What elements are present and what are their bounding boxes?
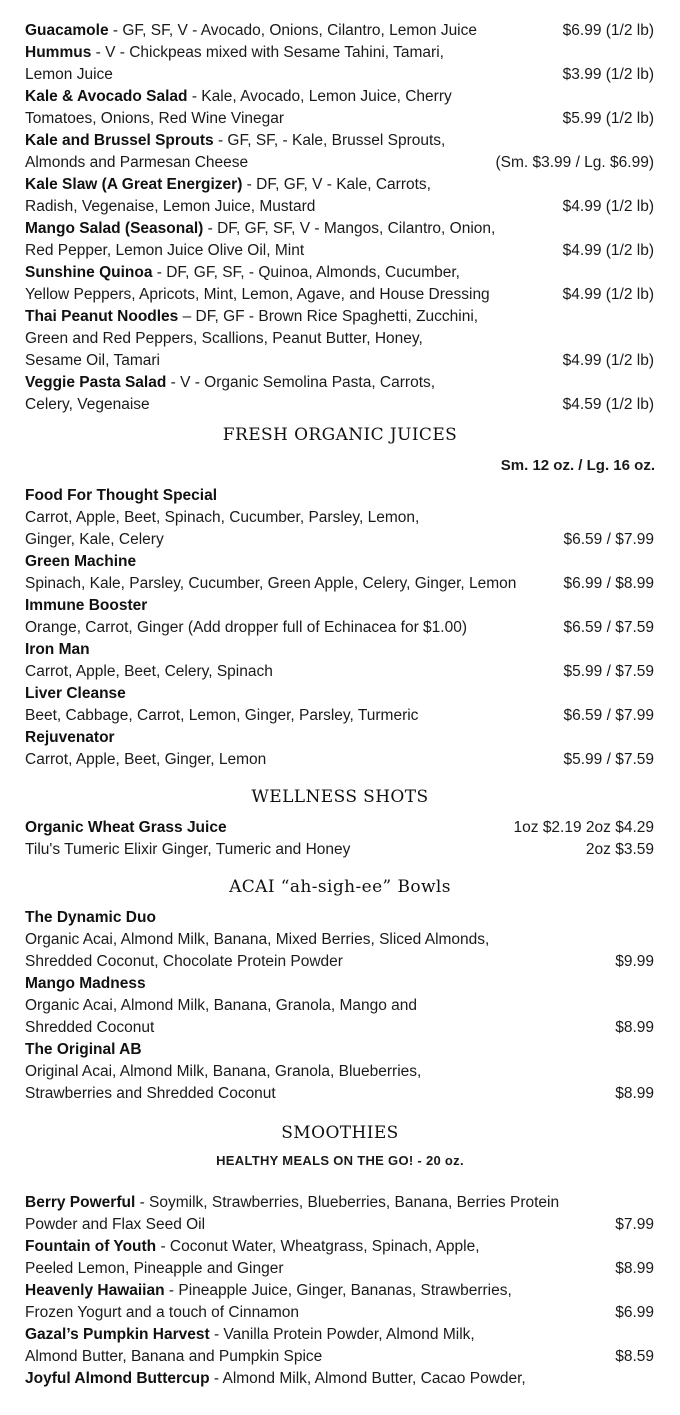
item-description: - Kale, Avocado, Lemon Juice, Cherry [187,88,452,105]
item-description: - V - Organic Semolina Pasta, Carrots, [166,374,436,391]
item-description: - GF, SF, V - Avocado, Onions, Cilantro, Lemon Juice [108,22,477,39]
item-text [25,350,160,372]
acai-heading: ACAI “ah-sigh-ee” Bowls [229,877,451,897]
item-description: Frozen Yogurt and a touch of Cinnamon [25,1304,300,1321]
item-description: - Vanilla Protein Powder, Almond Milk, [209,1326,475,1343]
menu-row [25,394,654,416]
item-description: - DF, GF, SF, - Quinoa, Almonds, Cucumber, [152,264,460,281]
item-description: - GF, SF, - Kale, Brussel Sprouts, [213,132,446,149]
item-name: Gazal’s Pumpkin Harvest [25,1326,210,1343]
item-text [25,1368,526,1390]
item-description: Carrot, Apple, Beet, Ginger, Lemon [25,751,267,768]
menu-row [25,152,654,174]
item-price: $4.99 (1/2 lb) [562,242,654,259]
item-price: $4.99 (1/2 lb) [562,352,654,369]
item-text [25,1039,142,1061]
item-text [25,306,478,328]
item-description: – DF, GF - Brown Rice Spaghetti, Zucchini, [178,308,479,325]
item-price: $7.99 [615,1216,654,1233]
menu-row [25,1258,654,1280]
item-text [25,595,147,617]
menu-row [25,262,654,284]
item-text [25,240,304,262]
menu-row [25,951,654,973]
item-description: - DF, GF, SF, V - Mangos, Cilantro, Onion, [203,220,496,237]
item-name: Kale & Avocado Salad [25,88,188,105]
menu-row [25,328,654,350]
menu-row [25,174,654,196]
item-text [25,152,248,174]
menu-row [25,573,654,595]
item-text [25,683,126,705]
item-description: - DF, GF, V - Kale, Carrots, [242,176,431,193]
item-text [25,284,490,306]
item-text [25,929,489,951]
menu-row [25,1017,654,1039]
item-text [25,705,418,727]
item-text [25,1083,276,1105]
item-description: Tilu's Tumeric Elixir Ginger, Tumeric and Honey [25,841,351,858]
item-text [25,1346,322,1368]
item-price: $8.59 [615,1348,654,1365]
item-description: Almonds and Parmesan Cheese [25,154,249,171]
item-name: Mango Salad (Seasonal) [25,220,204,237]
item-text [25,262,460,284]
item-text [25,661,273,683]
item-price: 1oz $2.19 2oz $4.29 [513,819,654,836]
item-price: $5.99 / $7.59 [563,751,654,768]
item-name: Organic Wheat Grass Juice [25,819,227,836]
item-text [25,839,350,861]
item-description: Organic Acai, Almond Milk, Banana, Mixed Berries, Sliced Almonds, [25,931,490,948]
menu-row [25,1192,654,1214]
item-text [25,130,445,152]
item-description: Ginger, Kale, Celery [25,531,164,548]
item-text [25,196,315,218]
item-text [25,817,227,839]
item-name: Liver Cleanse [25,685,126,702]
menu-row [25,284,654,306]
menu-row [25,350,654,372]
menu-row [25,1236,654,1258]
item-name: Fountain of Youth [25,1238,157,1255]
item-name: The Dynamic Duo [25,909,156,926]
item-price: (Sm. $3.99 / Lg. $6.99) [495,154,654,171]
item-text [25,1324,475,1346]
item-name: Mango Madness [25,975,146,992]
item-text [25,86,452,108]
item-price: $8.99 [615,1019,654,1036]
item-description: Almond Butter, Banana and Pumpkin Spice [25,1348,323,1365]
item-name: Sunshine Quinoa [25,264,153,281]
item-name: Berry Powerful [25,1194,136,1211]
item-text [25,64,113,86]
juices-size-header: Sm. 12 oz. / Lg. 16 oz. [500,457,655,474]
item-text [25,573,516,595]
item-description: Green and Red Peppers, Scallions, Peanut Butter, Honey, [25,330,423,347]
item-text [25,1214,205,1236]
menu-row [25,1324,654,1346]
item-description: Peeled Lemon, Pineapple and Ginger [25,1260,284,1277]
item-name: Kale and Brussel Sprouts [25,132,214,149]
item-name: Iron Man [25,641,90,658]
item-text [25,1236,480,1258]
item-description: Radish, Vegenaise, Lemon Juice, Mustard [25,198,316,215]
item-text [25,485,217,507]
item-text [25,639,90,661]
item-name: Guacamole [25,22,109,39]
menu-row [25,705,654,727]
shots-heading: WELLNESS SHOTS [251,787,429,807]
menu-row [25,218,654,240]
item-text [25,907,156,929]
menu-row [25,42,654,64]
menu-row [25,1214,654,1236]
item-text [25,174,431,196]
item-price: $6.99 [615,1304,654,1321]
item-description: Beet, Cabbage, Carrot, Lemon, Ginger, Parsley, Turmeric [25,707,419,724]
item-name: Food For Thought Special [25,487,218,504]
item-description: Shredded Coconut [25,1019,155,1036]
item-price: $6.99 (1/2 lb) [562,22,654,39]
item-description: - Soymilk, Strawberries, Blueberries, Banana, Berries Protein [135,1194,560,1211]
smoothies-heading: SMOOTHIES [281,1123,399,1143]
menu-row [25,1346,654,1368]
item-description: Orange, Carrot, Ginger (Add dropper full of Echinacea for $1.00) [25,619,467,636]
item-name: Hummus [25,44,92,61]
item-name: Thai Peanut Noodles [25,308,179,325]
item-price: $4.59 (1/2 lb) [562,396,654,413]
menu-row [25,130,654,152]
item-text [25,507,419,529]
item-description: Powder and Flax Seed Oil [25,1216,206,1233]
item-description: Celery, Vegenaise [25,396,150,413]
menu-row [25,64,654,86]
menu-row [25,485,654,507]
menu-row [25,639,654,661]
menu-row [25,108,654,130]
item-text [25,749,266,771]
item-name: Heavenly Hawaiian [25,1282,165,1299]
menu-row [25,661,654,683]
item-price: 2oz $3.59 [585,841,654,858]
menu-row [25,1302,654,1324]
item-text [25,995,417,1017]
menu-row [25,551,654,573]
item-description: - Almond Milk, Almond Butter, Cacao Powder, [209,1370,526,1387]
item-text [25,394,150,416]
item-description: Tomatoes, Onions, Red Wine Vinegar [25,110,285,127]
item-text [25,328,423,350]
item-text [25,1061,421,1083]
item-text [25,973,146,995]
item-name: Kale Slaw (A Great Energizer) [25,176,243,193]
item-text [25,1258,284,1280]
item-price: $6.99 / $8.99 [563,575,654,592]
item-description: Yellow Peppers, Apricots, Mint, Lemon, Agave, and House Dressing [25,286,490,303]
menu-row [25,240,654,262]
menu-row [25,929,654,951]
item-description: Shredded Coconut, Chocolate Protein Powder [25,953,343,970]
menu-row [25,839,654,861]
smoothies-subtitle: HEALTHY MEALS ON THE GO! - 20 oz. [216,1153,464,1168]
item-description: Carrot, Apple, Beet, Celery, Spinach [25,663,273,680]
item-price: $4.99 (1/2 lb) [562,286,654,303]
item-price: $6.59 / $7.99 [563,707,654,724]
menu-row [25,817,654,839]
menu-row [25,995,654,1017]
item-name: The Original AB [25,1041,142,1058]
menu-row [25,1083,654,1105]
item-description: - Coconut Water, Wheatgrass, Spinach, Apple, [156,1238,480,1255]
menu-row [25,683,654,705]
menu-row [25,306,654,328]
item-name: Immune Booster [25,597,148,614]
item-text [25,20,477,42]
menu-row [25,507,654,529]
item-price: $4.99 (1/2 lb) [562,198,654,215]
item-text [25,551,136,573]
item-description: - V - Chickpeas mixed with Sesame Tahini, Tamari, [91,44,444,61]
menu-row [25,529,654,551]
item-description: Spinach, Kale, Parsley, Cucumber, Green Apple, Celery, Ginger, Lemon [25,575,517,592]
menu-row [25,86,654,108]
item-price: $9.99 [615,953,654,970]
menu-row [25,907,654,929]
menu-row [25,595,654,617]
item-description: Red Pepper, Lemon Juice Olive Oil, Mint [25,242,305,259]
item-text [25,42,444,64]
item-description: Lemon Juice [25,66,113,83]
item-price: $5.99 / $7.59 [563,663,654,680]
item-text [25,529,164,551]
menu-row [25,727,654,749]
item-price: $8.99 [615,1260,654,1277]
item-name: Veggie Pasta Salad [25,374,167,391]
item-price: $6.59 / $7.99 [563,531,654,548]
item-description: Sesame Oil, Tamari [25,352,160,369]
item-text [25,1280,512,1302]
menu-row [25,1039,654,1061]
menu-row [25,973,654,995]
item-name: Rejuvenator [25,729,115,746]
item-description: Original Acai, Almond Milk, Banana, Granola, Blueberries, [25,1063,422,1080]
menu-row [25,196,654,218]
menu-row [25,749,654,771]
item-text [25,218,495,240]
item-text [25,372,435,394]
item-text [25,951,343,973]
item-text [25,617,467,639]
item-text [25,108,284,130]
menu-row [25,617,654,639]
item-text [25,727,115,749]
menu-row [25,1061,654,1083]
item-text [25,1017,154,1039]
item-description: Carrot, Apple, Beet, Spinach, Cucumber, Parsley, Lemon, [25,509,420,526]
item-price: $8.99 [615,1085,654,1102]
item-description: Strawberries and Shredded Coconut [25,1085,276,1102]
item-price: $3.99 (1/2 lb) [562,66,654,83]
item-description: - Pineapple Juice, Ginger, Bananas, Strawberries, [164,1282,512,1299]
juices-heading: FRESH ORGANIC JUICES [222,425,458,445]
menu-row [25,1368,654,1390]
item-name: Joyful Almond Buttercup [25,1370,210,1387]
item-price: $6.59 / $7.59 [563,619,654,636]
item-description: Organic Acai, Almond Milk, Banana, Granola, Mango and [25,997,418,1014]
item-text [25,1302,299,1324]
item-price: $5.99 (1/2 lb) [562,110,654,127]
menu-row [25,1280,654,1302]
item-name: Green Machine [25,553,137,570]
menu-row [25,20,654,42]
menu-row [25,372,654,394]
item-text [25,1192,559,1214]
